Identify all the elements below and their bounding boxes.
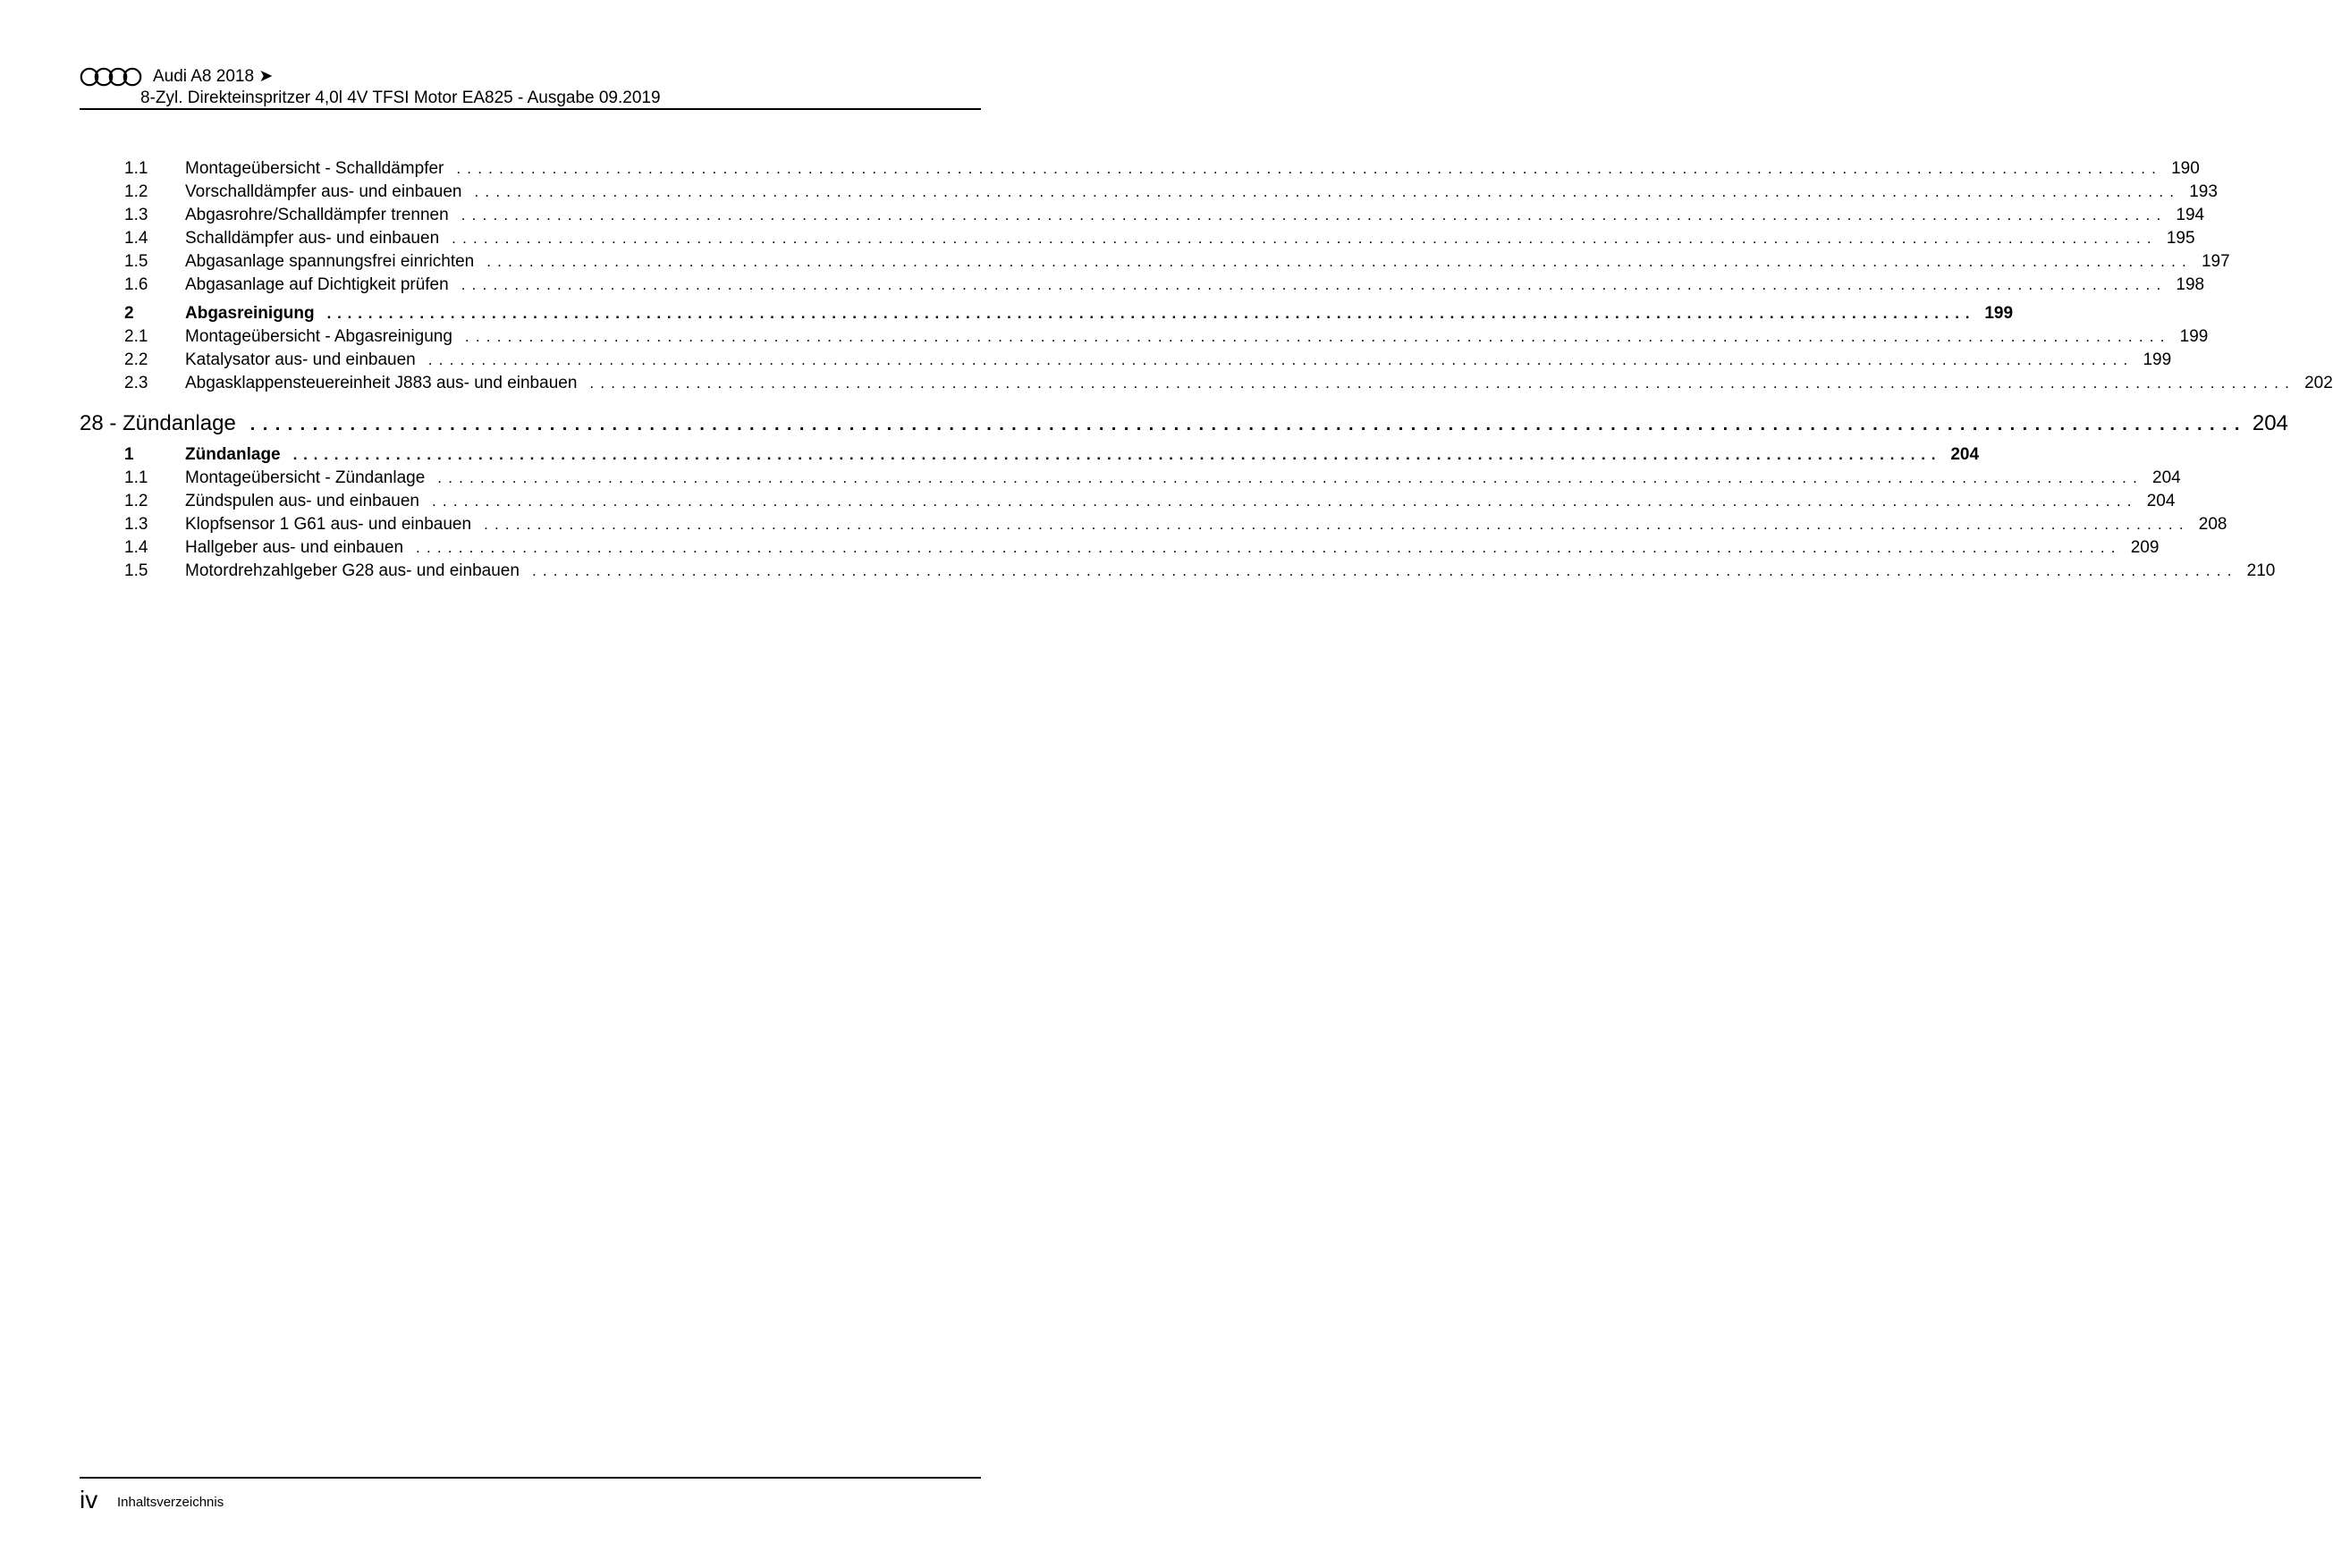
toc-entry-title: Abgasklappensteuereinheit J883 aus- und einbauen [185,374,578,392]
toc-entry[interactable] [80,274,2205,297]
toc-entry-page: 204 [2152,468,2181,487]
header-rule [80,108,981,110]
toc-entry-title: Hallgeber aus- und einbauen [185,538,404,557]
toc-entry-title: Schalldämpfer aus- und einbauen [185,229,440,248]
toc-leader: ................................................................................................................................................................ [249,415,2247,434]
toc-leader: ................................................................................................................................................................ [484,516,2190,533]
toc-entry-title: Vorschalldämpfer aus- und einbauen [185,182,462,201]
toc-section-page: 199 [1984,304,2014,323]
toc-entry[interactable] [80,181,2218,204]
toc-leader: ................................................................................................................................................................ [474,183,2181,200]
toc-entry-page: 209 [2130,538,2160,557]
toc-entry[interactable] [80,560,2276,583]
toc-entry-title: Klopfsensor 1 G61 aus- und einbauen [185,515,472,534]
toc-entry-title: Montageübersicht - Schalldämpfer [185,159,444,178]
toc-leader: ................................................................................................................................................................ [326,305,1976,322]
toc-leader: ................................................................................................................................................................ [431,493,2138,510]
header-subtitle: 8-Zyl. Direkteinspritzer 4,0l 4V TFSI Motor EA825 - Ausgabe 09.2019 [140,89,661,107]
toc-section-title: Zündanlage [185,445,281,464]
toc-entry-number: 1.3 [124,515,148,534]
toc-leader: ................................................................................................................................................................ [456,160,2163,177]
toc-entry[interactable] [80,204,2205,227]
toc-entry-number: 1.1 [124,468,148,487]
toc-leader: ................................................................................................................................................................ [589,375,2296,392]
toc-entry-number: 1.4 [124,538,148,557]
toc-leader: ................................................................................................................................................................ [437,469,2143,486]
toc-leader: ................................................................................................................................................................ [416,539,2122,556]
toc-entry-page: 204 [2146,492,2176,510]
toc-entry-number: 1.2 [124,492,148,510]
toc-leader: ................................................................................................................................................................ [464,328,2171,345]
toc-entry-number: 2.2 [124,350,148,369]
toc-section-title: Abgasreinigung [185,304,315,323]
toc-entry-number: 1.3 [124,206,148,224]
toc-entry[interactable] [80,349,2172,372]
toc-entry[interactable] [80,467,2181,490]
toc-chapter-page: 204 [2252,411,2288,435]
toc-section-number: 1 [124,445,134,464]
toc-entry-page: 210 [2246,561,2276,580]
footer-rule [80,1477,981,1479]
toc-entry-title: Montageübersicht - Zündanlage [185,468,426,487]
footer-page-number: iv [80,1486,98,1513]
toc-entry-title: Abgasanlage spannungsfrei einrichten [185,252,475,271]
toc-entry-number: 2.1 [124,327,148,346]
footer-title: Inhaltsverzeichnis [117,1495,224,1510]
toc-entry[interactable] [80,490,2176,513]
toc-entry-title: Zündspulen aus- und einbauen [185,492,419,510]
toc-leader: ................................................................................................................................................................ [461,276,2168,293]
toc-entry-number: 1.5 [124,561,148,580]
toc-entry-title: Abgasanlage auf Dichtigkeit prüfen [185,275,449,294]
toc-entry[interactable] [80,325,2209,349]
toc-entry-title: Motordrehzahlgeber G28 aus- und einbauen [185,561,520,580]
toc-entry-page: 194 [2176,206,2205,224]
toc-entry-number: 1.2 [124,182,148,201]
toc-chapter-title: 28 - Zündanlage [80,411,236,435]
toc-entry-title: Abgasrohre/Schalldämpfer trennen [185,206,449,224]
toc-leader: ................................................................................................................................................................ [486,253,2193,270]
toc-entry[interactable] [80,372,2333,395]
toc-leader: ................................................................................................................................................................ [452,230,2158,247]
audi-rings-logo [80,66,142,88]
toc-entry-page: 198 [2176,275,2205,294]
toc-entry-page: 202 [2304,374,2333,392]
toc-entry-title: Montageübersicht - Abgasreinigung [185,327,452,346]
toc-entry[interactable] [80,513,2227,536]
toc-leader: ................................................................................................................................................................ [461,207,2168,223]
toc-entry-title: Katalysator aus- und einbauen [185,350,416,369]
toc-entry[interactable] [80,250,2230,274]
toc-entry[interactable] [80,227,2195,250]
toc-leader: ................................................................................................................................................................ [292,446,1942,463]
toc-leader: ................................................................................................................................................................ [531,562,2238,579]
toc-entry-number: 2.3 [124,374,148,392]
toc-entry-page: 197 [2201,252,2230,271]
toc-leader: ................................................................................................................................................................ [427,351,2134,368]
toc-section-entry[interactable] [80,443,1980,467]
toc-entry-page: 195 [2166,229,2195,248]
toc-section-entry[interactable] [80,302,2014,325]
toc-entry-page: 208 [2198,515,2227,534]
toc-section-page: 204 [1950,445,1980,464]
toc-entry-page: 190 [2171,159,2200,178]
toc-entry-page: 193 [2189,182,2218,201]
header-model: Audi A8 2018 ➤ [153,67,274,86]
toc-entry[interactable] [80,157,2200,181]
toc-section-number: 2 [124,304,134,323]
toc-entry-page: 199 [2179,327,2209,346]
toc-entry-number: 1.6 [124,275,148,294]
toc-entry-number: 1.5 [124,252,148,271]
toc-entry-page: 199 [2143,350,2172,369]
toc-entry-number: 1.4 [124,229,148,248]
toc-entry[interactable] [80,536,2160,560]
toc-chapter-entry[interactable] [80,409,2288,438]
toc-entry-number: 1.1 [124,159,148,178]
